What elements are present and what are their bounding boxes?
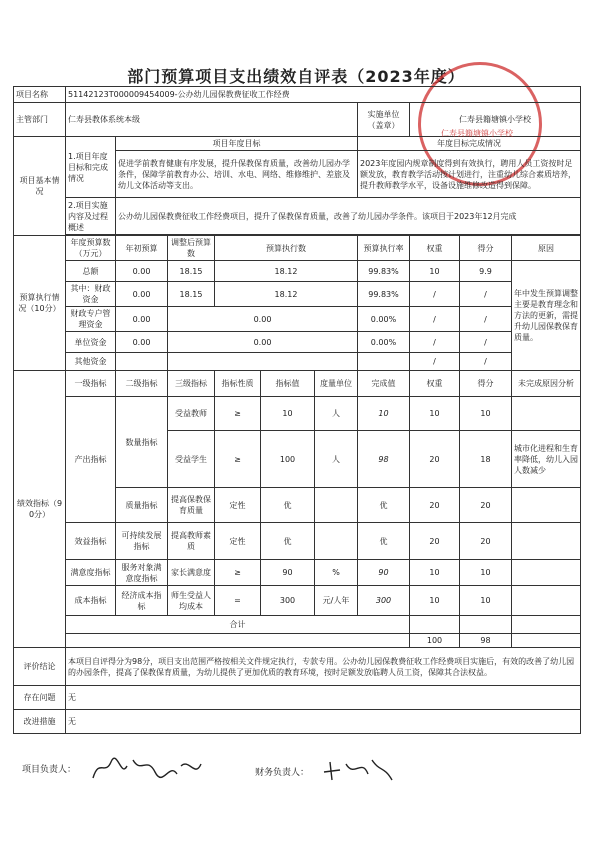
indicator-weight: 10 <box>410 586 460 616</box>
indicator-name: 提高教师素质 <box>168 523 215 560</box>
evaluation-table <box>13 86 581 734</box>
budget-header: 年度预算数（万元） <box>66 236 116 261</box>
indicator-score: 10 <box>460 397 512 431</box>
indicator-done: 10 <box>358 397 410 431</box>
budget-init: 0.00 <box>116 261 168 282</box>
budget-init: 0.00 <box>116 332 168 353</box>
perf-header: 得分 <box>460 371 512 397</box>
perf-header: 指标性质 <box>215 371 261 397</box>
budget-reason: 年中发生预算调整主要是教育理念和方法的更新，需提升幼儿园保教保育质量。 <box>512 261 581 371</box>
perf-header: 一级指标 <box>66 371 116 397</box>
indicator-unit <box>315 488 358 523</box>
perf-header: 完成值 <box>358 371 410 397</box>
indicator-done: 90 <box>358 560 410 586</box>
budget-header: 预算执行率 <box>358 236 410 261</box>
issue-label: 存在问题 <box>14 686 66 710</box>
budget-init <box>116 353 168 371</box>
perf-header: 指标值 <box>261 371 315 397</box>
indicator-name: 受益学生 <box>168 431 215 488</box>
budget-score: / <box>460 353 512 371</box>
indicator-weight: 10 <box>410 397 460 431</box>
goal-text: 促进学前教育健康有序发展，提升保教保育质量，改善幼儿园办学条件，保障学前教育办公、培训、水电、网络、维修维护、差旅及幼儿文体活动等支出。 <box>116 151 358 198</box>
indicator-nature: ≥ <box>215 397 261 431</box>
total-label: 合计 <box>66 616 410 634</box>
project-name: 51142123T000009454009-公办幼儿园保教费征收工作经费 <box>66 87 581 103</box>
sustain-indicator: 可持续发展指标 <box>116 523 168 560</box>
indicator-weight: 10 <box>410 560 460 586</box>
impl-row-label: 2.项目实施内容及过程概述 <box>66 198 116 235</box>
budget-rate: 99.83% <box>358 261 410 282</box>
indicator-nature: 定性 <box>215 523 261 560</box>
finance-lead-label: 财务负责人： <box>255 768 310 778</box>
goal-row-label: 1.项目年度目标和完成情况 <box>66 137 116 198</box>
goal-done-header: 年度目标完成情况 <box>358 137 581 151</box>
indicator-nature: ≥ <box>215 560 261 586</box>
indicator-name: 家长满意度 <box>168 560 215 586</box>
budget-header: 得分 <box>460 236 512 261</box>
dept-value: 仁寿县教体系统本级 <box>66 103 358 137</box>
goal-header: 项目年度目标 <box>116 137 358 151</box>
indicator-score: 10 <box>460 586 512 616</box>
indicator-value: 10 <box>261 397 315 431</box>
page-title: 部门预算项目支出绩效自评表（2023年度） <box>127 67 465 86</box>
total-weight: 100 <box>410 634 460 648</box>
indicator-name: 提高保教保育质量 <box>168 488 215 523</box>
budget-header: 年初预算 <box>116 236 168 261</box>
finance-lead-signature <box>318 752 398 786</box>
indicator-weight: 20 <box>410 488 460 523</box>
perf-header: 三级指标 <box>168 371 215 397</box>
indicator-value: 100 <box>261 431 315 488</box>
indicator-nature: = <box>215 586 261 616</box>
indicator-done: 优 <box>358 523 410 560</box>
indicator-weight: 20 <box>410 523 460 560</box>
indicator-score: 10 <box>460 560 512 586</box>
budget-rate: 99.83% <box>358 282 410 307</box>
perf-header: 度量单位 <box>315 371 358 397</box>
project-lead-signature <box>85 748 205 788</box>
budget-exec: 0.00 <box>168 332 358 353</box>
budget-exec: 18.12 <box>215 261 358 282</box>
budget-row-name: 财政专户管理资金 <box>66 307 116 332</box>
impl-unit-value: 仁寿县籍塘镇小学校 <box>410 103 581 137</box>
budget-rate: 0.00% <box>358 332 410 353</box>
cost-indicator: 成本指标 <box>66 586 116 616</box>
indicator-unit: 人 <box>315 431 358 488</box>
effect-indicator: 效益指标 <box>66 523 116 560</box>
dept-label: 主管部门 <box>14 103 66 137</box>
budget-header: 预算执行数 <box>215 236 358 261</box>
budget-header: 原因 <box>512 236 581 261</box>
eval-text: 本项目自评得分为98分，项目支出范围严格按相关文件规定执行，专款专用。公办幼儿园保教费征收工作经费项目实施后，有效的改善了幼儿园的办园条件，提高了保教保育质量，为幼儿提供了更加优质的教育环境，按时足额发放临聘人员工资，保障其合法权益。 <box>66 648 581 686</box>
indicator-unit: 人 <box>315 397 358 431</box>
service-indicator: 服务对象满意度指标 <box>116 560 168 586</box>
indicator-score: 20 <box>460 523 512 560</box>
budget-row-name: 其中：财政资金 <box>66 282 116 307</box>
indicator-weight: 20 <box>410 431 460 488</box>
indicator-nature: 定性 <box>215 488 261 523</box>
total-score: 98 <box>460 634 512 648</box>
budget-score: / <box>460 307 512 332</box>
budget-adj: 18.15 <box>168 261 215 282</box>
indicator-name: 师生受益人均成本 <box>168 586 215 616</box>
budget-score: / <box>460 332 512 353</box>
impl-text: 公办幼儿园保教费征收工作经费项目，提升了保教保育质量，改善了幼儿园办学条件。该项目于2023年12月完成 <box>116 198 581 235</box>
indicator-unit: 元/人年 <box>315 586 358 616</box>
indicator-done: 优 <box>358 488 410 523</box>
perf-header: 二级指标 <box>116 371 168 397</box>
budget-header: 调整后预算数 <box>168 236 215 261</box>
perf-label: 绩效指标（90分） <box>14 371 66 648</box>
indicator-value: 300 <box>261 586 315 616</box>
indicator-done: 300 <box>358 586 410 616</box>
budget-row-name: 其他资金 <box>66 353 116 371</box>
budget-weight: 10 <box>410 261 460 282</box>
budget-adj: 18.15 <box>168 282 215 307</box>
budget-header: 权重 <box>410 236 460 261</box>
indicator-unit: % <box>315 560 358 586</box>
issue-text: 无 <box>66 686 581 710</box>
budget-weight: / <box>410 353 460 371</box>
budget-exec <box>168 353 358 371</box>
budget-rate <box>358 353 410 371</box>
impl-unit-label: 实施单位（盖章） <box>358 103 410 137</box>
budget-init: 0.00 <box>116 307 168 332</box>
budget-rate: 0.00% <box>358 307 410 332</box>
eval-label: 评价结论 <box>14 648 66 686</box>
satisfaction-indicator: 满意度指标 <box>66 560 116 586</box>
indicator-unit <box>315 523 358 560</box>
indicator-value: 90 <box>261 560 315 586</box>
budget-init: 0.00 <box>116 282 168 307</box>
budget-row-name: 单位资金 <box>66 332 116 353</box>
basic-label: 项目基本情况 <box>14 137 66 236</box>
indicator-reason: 城市化进程和生育率降低，幼儿入园人数减少 <box>512 431 581 488</box>
budget-score: 9.9 <box>460 261 512 282</box>
budget-weight: / <box>410 332 460 353</box>
indicator-nature: ≥ <box>215 431 261 488</box>
fix-label: 改进措施 <box>14 710 66 734</box>
budget-weight: / <box>410 282 460 307</box>
fix-text: 无 <box>66 710 581 734</box>
budget-weight: / <box>410 307 460 332</box>
indicator-score: 20 <box>460 488 512 523</box>
budget-score: / <box>460 282 512 307</box>
budget-row-name: 总额 <box>66 261 116 282</box>
goal-done-text: 2023年度园内规章制度得到有效执行，聘用人员工资按时足额发放，教育教学活动按计划进行，注重幼儿综合素质培养，提升教师教学水平，设备设施维修改造得到保障。 <box>358 151 581 198</box>
econ-indicator: 经济成本指标 <box>116 586 168 616</box>
indicator-value: 优 <box>261 488 315 523</box>
budget-exec: 18.12 <box>215 282 358 307</box>
seal-text: 仁寿县籍塘镇小学校 <box>441 129 513 138</box>
perf-header: 未完成原因分析 <box>512 371 581 397</box>
project-name-label: 项目名称 <box>14 87 66 103</box>
indicator-name: 受益教师 <box>168 397 215 431</box>
quantity-indicator: 数量指标 <box>116 397 168 488</box>
budget-label: 预算执行情况（10分） <box>14 236 66 371</box>
indicator-done: 98 <box>358 431 410 488</box>
quality-indicator: 质量指标 <box>116 488 168 523</box>
indicator-value: 优 <box>261 523 315 560</box>
indicator-score: 18 <box>460 431 512 488</box>
budget-exec: 0.00 <box>168 307 358 332</box>
output-indicator: 产出指标 <box>66 397 116 523</box>
project-lead-label: 项目负责人： <box>22 765 77 775</box>
perf-header: 权重 <box>410 371 460 397</box>
